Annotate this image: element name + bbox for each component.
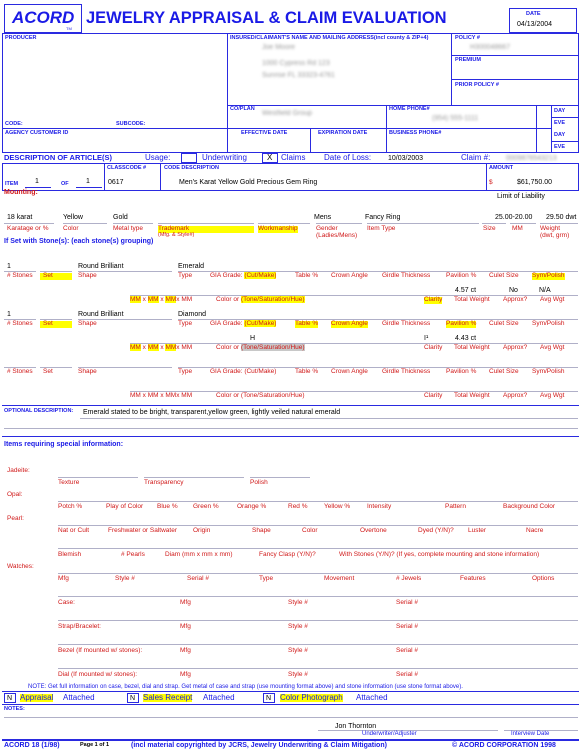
subcode-label: SUBCODE: bbox=[116, 121, 146, 127]
stone1-caption-avg-weight: Avg Wgt bbox=[540, 296, 565, 303]
stone2-caption-gia-grade: GIA Grade: (Cut/Make) bbox=[210, 320, 277, 327]
agency-customer-id-label: AGENCY CUSTOMER ID bbox=[5, 130, 69, 136]
stone3-caption-clarity: Clarity bbox=[424, 392, 443, 399]
opal-caption-orange: Orange % bbox=[237, 503, 267, 510]
appraisal-label: Appraisal bbox=[20, 693, 54, 702]
stone2-caption-set: Set bbox=[40, 321, 72, 328]
caption-ladies-mens: (Ladies/Mens) bbox=[316, 232, 358, 239]
optional-description-text[interactable]: Emerald stated to be bright, transparent,yellow green, lightly veiled natural emerald bbox=[83, 409, 341, 416]
stone1-caption-count: # Stones bbox=[7, 272, 33, 279]
pearl-caption-count: # Pearls bbox=[121, 551, 145, 558]
watch-caption-movement: Movement bbox=[324, 575, 355, 582]
watch-caption-options: Options bbox=[532, 575, 555, 582]
stone1-count[interactable]: 1 bbox=[7, 263, 11, 270]
eve-label-2: EVE bbox=[554, 144, 566, 150]
caption-mm: MM bbox=[512, 225, 523, 232]
home-phone-label: HOME PHONE# bbox=[389, 106, 430, 112]
caption-metal-type: Metal type bbox=[113, 225, 143, 232]
stone2-caption-girdle: Girdle Thickness bbox=[382, 320, 431, 327]
mounting-size[interactable]: 25.00-20.00 bbox=[495, 214, 533, 221]
pearl-caption-origin: Origin bbox=[193, 527, 211, 534]
stone1-caption-girdle: Girdle Thickness bbox=[382, 272, 431, 279]
adjuster-name[interactable]: Jon Thornton bbox=[335, 723, 377, 730]
pearl-caption-nacre: Nacre bbox=[526, 527, 544, 534]
dial-caption-style: Style # bbox=[288, 671, 308, 678]
stone1-type[interactable]: Emerald bbox=[178, 263, 205, 270]
case-caption-mfg: Mfg bbox=[180, 599, 191, 606]
opal-label: Opal: bbox=[7, 491, 23, 498]
caption-karatage: Karatage or % bbox=[7, 225, 49, 232]
pearl-caption-dyed: Dyed (Y/N)? bbox=[418, 527, 454, 534]
caption-weight: Weight bbox=[540, 225, 561, 232]
stone1-caption-set: Set bbox=[40, 273, 72, 280]
sales-receipt-check-value: N bbox=[130, 695, 136, 702]
pearl-caption-nat-or-cult: Nat or Cult bbox=[58, 527, 90, 534]
stone3-caption-shape: Shape bbox=[78, 368, 97, 375]
business-phone-label: BUSINESS PHONE# bbox=[389, 130, 442, 136]
item-label: ITEM bbox=[5, 181, 19, 187]
code-label: CODE: bbox=[5, 121, 23, 127]
caption-color: Color bbox=[63, 225, 79, 232]
acord-copyright: © ACORD CORPORATION 1998 bbox=[452, 742, 556, 749]
caption-gender: Gender bbox=[316, 225, 338, 232]
claims-option: Claims bbox=[281, 153, 306, 162]
opal-caption-green: Green % bbox=[193, 503, 219, 510]
stone1-avg-weight[interactable]: N/A bbox=[539, 287, 551, 294]
stone2-caption-avg-weight: Avg Wgt bbox=[540, 344, 565, 351]
stone3-caption-avg-weight: Avg Wgt bbox=[540, 392, 565, 399]
color-photo-label: Color Photograph bbox=[280, 693, 343, 702]
premium-label: PREMIUM bbox=[455, 57, 481, 63]
stone2-total-weight[interactable]: 4.43 ct bbox=[455, 335, 477, 342]
bezel-caption-mfg: Mfg bbox=[180, 647, 191, 654]
co-plan-value[interactable]: Westfield Group bbox=[262, 110, 313, 117]
stone3-caption-approx: Approx? bbox=[503, 392, 528, 399]
stone1-caption-gia-grade: GIA Grade: (Cut/Make) bbox=[210, 272, 277, 279]
opal-caption-pattern: Pattern bbox=[445, 503, 466, 510]
page-indicator: Page 1 of 1 bbox=[80, 742, 110, 748]
underwriter-adjuster-caption: Underwriter/Adjuster bbox=[362, 731, 417, 737]
stone3-caption-weight: Total Weight bbox=[454, 392, 490, 399]
case-caption-serial: Serial # bbox=[396, 599, 419, 606]
pearl-caption-overtone: Overtone bbox=[360, 527, 387, 534]
watch-caption-jewels: # Jewels bbox=[396, 575, 422, 582]
bezel-label: Bezel (If mounted w/ stones): bbox=[58, 647, 143, 654]
sales-receipt-label: Sales Receipt bbox=[143, 693, 193, 702]
insured-address-line1[interactable]: 1000 Cypress Rd 123 bbox=[262, 60, 330, 67]
watch-caption-serial: Serial # bbox=[187, 575, 210, 582]
stone3-caption-culet: Culet Size bbox=[489, 368, 519, 375]
stone2-caption-type: Type bbox=[178, 320, 193, 327]
stone3-caption-pavilion: Pavilion % bbox=[446, 368, 477, 375]
page-title: JEWELRY APPRAISAL & CLAIM EVALUATION bbox=[86, 9, 447, 27]
pearl-caption-color: Color bbox=[302, 527, 318, 534]
special-items-header: Items requiring special information: bbox=[4, 441, 124, 448]
eve-label-1: EVE bbox=[554, 120, 566, 126]
of-label: OF bbox=[61, 181, 69, 187]
jadeite-caption-polish: Polish bbox=[250, 479, 268, 486]
acord-logo: ACORD bbox=[12, 8, 75, 27]
opal-caption-background-color: Background Color bbox=[503, 503, 556, 510]
watch-note: NOTE: Get full information on case, bezel, dial and strap. Get metal of case and strap (use mounting format above) and stone information (use stone format above). bbox=[28, 684, 463, 690]
opal-caption-blue: Blue % bbox=[157, 503, 178, 510]
opal-caption-yellow: Yellow % bbox=[324, 503, 351, 510]
stone3-caption-type: Type bbox=[178, 368, 193, 375]
stone1-caption-mm: MM x MM x MMx MM bbox=[130, 296, 193, 303]
stone2-caption-table: Table % bbox=[295, 320, 319, 327]
pearl-caption-with-stones: With Stones (Y/N)? (If yes, complete mounting and stone information) bbox=[339, 551, 540, 558]
claim-number-value[interactable]: 0009876543213 bbox=[506, 155, 557, 162]
underwriting-option: Underwriting bbox=[202, 153, 247, 162]
code-description-value[interactable]: Men's Karat Yellow Gold Precious Gem Ring bbox=[179, 179, 318, 186]
insured-name[interactable]: Joe Moore bbox=[262, 44, 296, 51]
claim-number-label: Claim #: bbox=[461, 153, 491, 162]
dial-label: Dial (If mounted w/ stones): bbox=[58, 671, 138, 678]
stone3-caption-color: Color or (Tone/Saturation/Hue) bbox=[216, 392, 305, 399]
stone3-caption-table: Table % bbox=[295, 368, 319, 375]
watches-label: Watches: bbox=[7, 563, 34, 570]
strap-label: Strap/Bracelet: bbox=[58, 623, 101, 630]
stone1-total-weight[interactable]: 4.57 ct bbox=[455, 287, 477, 294]
date-of-loss-label: Date of Loss: bbox=[324, 153, 372, 162]
stone2-shape[interactable]: Round Brilliant bbox=[78, 311, 124, 318]
stone2-caption-weight: Total Weight bbox=[454, 344, 490, 351]
caption-trademark: Trademark bbox=[158, 226, 254, 233]
stone1-caption-culet: Culet Size bbox=[489, 272, 519, 279]
stone3-caption-sym-polish: Sym/Polish bbox=[532, 368, 565, 375]
stone3-caption-count: # Stones bbox=[7, 368, 33, 375]
pearl-label: Pearl: bbox=[7, 515, 24, 522]
stone2-type[interactable]: Diamond bbox=[178, 311, 207, 318]
pearl-caption-water: Freshwater or Saltwater bbox=[108, 527, 177, 534]
date-value[interactable]: 04/13/2004 bbox=[517, 21, 553, 28]
opal-caption-potch: Potch % bbox=[58, 503, 83, 510]
mounting-item-type[interactable]: Fancy Ring bbox=[365, 214, 401, 221]
usage-label: Usage: bbox=[145, 153, 171, 162]
stone2-caption-approx: Approx? bbox=[503, 344, 528, 351]
stone2-caption-clarity: Clarity bbox=[424, 344, 443, 351]
stone2-caption-crown: Crown Angle bbox=[331, 320, 368, 327]
mounting-color[interactable]: Yellow bbox=[63, 214, 83, 221]
classcode-value[interactable]: 0617 bbox=[108, 179, 124, 186]
strap-caption-style: Style # bbox=[288, 623, 308, 630]
trademark: TM bbox=[66, 26, 72, 31]
appraisal-attached-label: Attached bbox=[63, 693, 95, 702]
stone2-caption-pavilion: Pavilion % bbox=[446, 320, 477, 327]
stone2-caption-sym-polish: Sym/Polish bbox=[532, 320, 565, 327]
stone1-caption-approx: Approx? bbox=[503, 296, 528, 303]
stone1-caption-color: Color or (Tone/Saturation/Hue) bbox=[216, 296, 305, 303]
stone2-count[interactable]: 1 bbox=[7, 311, 11, 318]
pearl-caption-blemish: Blemish bbox=[58, 551, 82, 558]
stone2-caption-count: # Stones bbox=[7, 320, 33, 327]
stone2-caption-shape: Shape bbox=[78, 320, 97, 327]
stone2-caption-color: Color or (Tone/Saturation/Hue) bbox=[216, 344, 305, 351]
amount-label: AMOUNT bbox=[489, 165, 514, 171]
mounting-karat[interactable]: 18 karat bbox=[7, 214, 33, 221]
jadeite-label: Jadeite: bbox=[7, 467, 30, 474]
watch-caption-style: Style # bbox=[115, 575, 135, 582]
stone1-caption-weight: Total Weight bbox=[454, 296, 490, 303]
caption-dwt-grm: (dwt, grm) bbox=[540, 232, 570, 239]
pearl-caption-shape: Shape bbox=[252, 527, 271, 534]
producer-label: PRODUCER bbox=[5, 35, 37, 41]
stone3-caption-crown: Crown Angle bbox=[331, 368, 368, 375]
stone1-caption-crown: Crown Angle bbox=[331, 272, 368, 279]
expiration-date-label: EXPIRATION DATE bbox=[318, 130, 368, 136]
day-label-2: DAY bbox=[554, 132, 566, 138]
stone1-shape[interactable]: Round Brilliant bbox=[78, 263, 124, 270]
bezel-caption-serial: Serial # bbox=[396, 647, 419, 654]
case-caption-style: Style # bbox=[288, 599, 308, 606]
stone1-caption-table: Table % bbox=[295, 272, 319, 279]
pearl-caption-diameter: Diam (mm x mm x mm) bbox=[165, 551, 233, 558]
strap-caption-mfg: Mfg bbox=[180, 623, 191, 630]
stone2-clarity[interactable]: I¹ bbox=[424, 335, 429, 342]
stone2-color-grade[interactable]: H bbox=[250, 335, 256, 342]
notes-label: NOTES: bbox=[4, 706, 25, 712]
stone1-approx[interactable]: No bbox=[509, 287, 518, 294]
stone1-caption-sym-polish: Sym/Polish bbox=[532, 272, 565, 279]
mounting-label: Mounting: bbox=[4, 189, 38, 196]
opal-caption-play-of-color: Play of Color bbox=[106, 503, 144, 510]
strap-caption-serial: Serial # bbox=[396, 623, 419, 630]
interview-date-caption: Interview Date bbox=[511, 731, 550, 737]
insured-address-line2[interactable]: Sunrise FL 33323-4761 bbox=[262, 72, 335, 79]
watch-caption-type: Type bbox=[259, 575, 274, 582]
date-of-loss-value[interactable]: 10/03/2003 bbox=[388, 155, 424, 162]
description-of-articles-label: DESCRIPTION OF ARTICLE(S) bbox=[4, 153, 113, 162]
bezel-caption-style: Style # bbox=[288, 647, 308, 654]
opal-caption-intensity: Intensity bbox=[367, 503, 392, 510]
amount-currency-sign: $ bbox=[489, 179, 493, 186]
jadeite-caption-transparency: Transparency bbox=[144, 479, 184, 486]
stone3-caption-gia-grade: GIA Grade: (Cut/Make) bbox=[210, 368, 277, 375]
home-phone-value[interactable]: (954) 555-1111 bbox=[432, 115, 479, 122]
caption-size: Size bbox=[483, 225, 496, 232]
classcode-label: CLASSCODE # bbox=[107, 165, 147, 171]
policy-label: POLICY # bbox=[455, 35, 480, 41]
pearl-caption-luster: Luster bbox=[468, 527, 487, 534]
form-number: ACORD 18 (1/98) bbox=[4, 742, 60, 749]
amount-value[interactable]: $61,750.00 bbox=[517, 179, 553, 186]
prior-policy-label: PRIOR POLICY # bbox=[455, 82, 499, 88]
stone2-caption-culet: Culet Size bbox=[489, 320, 519, 327]
jadeite-caption-texture: Texture bbox=[58, 479, 80, 486]
caption-mfg-style: (Mfg. & Style#) bbox=[158, 232, 195, 238]
day-label-1: DAY bbox=[554, 108, 566, 114]
caption-item-type: Item Type bbox=[367, 225, 396, 232]
appraisal-check-value: N bbox=[7, 695, 13, 702]
claims-check-mark: X bbox=[267, 153, 273, 162]
effective-date-label: EFFECTIVE DATE bbox=[241, 130, 288, 136]
opal-caption-red: Red % bbox=[288, 503, 308, 510]
stone3-caption-girdle: Girdle Thickness bbox=[382, 368, 431, 375]
watch-caption-mfg: Mfg bbox=[58, 575, 69, 582]
stone3-caption-set: Set bbox=[43, 368, 53, 375]
dial-caption-mfg: Mfg bbox=[180, 671, 191, 678]
of-number[interactable]: 1 bbox=[86, 178, 90, 185]
stone3-caption-mm: MM x MM x MMx MM bbox=[130, 392, 193, 399]
caption-workmanship: Workmanship bbox=[258, 225, 298, 232]
underwriting-checkbox[interactable] bbox=[181, 153, 197, 163]
insured-label: INSURED/CLAIMANT'S NAME AND MAILING ADDRESS(incl county & ZIP+4) bbox=[230, 35, 429, 41]
color-photo-attached-label: Attached bbox=[356, 693, 388, 702]
stone1-caption-shape: Shape bbox=[78, 272, 97, 279]
stone2-caption-mm: MM x MM x MMx MM bbox=[130, 344, 193, 351]
watch-caption-features: Features bbox=[460, 575, 486, 582]
item-number[interactable]: 1 bbox=[35, 178, 39, 185]
stone1-caption-pavilion: Pavilion % bbox=[446, 272, 477, 279]
mounting-weight[interactable]: 29.50 dwt bbox=[546, 214, 577, 221]
dial-caption-serial: Serial # bbox=[396, 671, 419, 678]
co-plan-label: CO/PLAN bbox=[230, 106, 255, 112]
code-description-label: CODE DESCRIPTION bbox=[164, 165, 220, 171]
date-label: DATE bbox=[526, 11, 541, 17]
limit-of-liability: Limit of Liability bbox=[497, 193, 545, 200]
color-photo-check-value: N bbox=[266, 695, 272, 702]
mounting-metal[interactable]: Gold bbox=[113, 214, 128, 221]
sales-receipt-attached-label: Attached bbox=[203, 693, 235, 702]
stone1-caption-clarity: Clarity bbox=[424, 296, 443, 303]
stones-section-header: If Set with Stone(s): (each stone(s) grouping) bbox=[4, 238, 154, 245]
producer-insured-block bbox=[2, 33, 579, 153]
policy-value[interactable]: H300048667 bbox=[470, 44, 511, 51]
stone1-caption-type: Type bbox=[178, 272, 193, 279]
pearl-caption-fancy-clasp: Fancy Clasp (Y/N)? bbox=[259, 551, 316, 558]
case-label: Case: bbox=[58, 599, 75, 606]
mounting-gender[interactable]: Mens bbox=[314, 214, 332, 221]
optional-description-label: OPTIONAL DESCRIPTION: bbox=[4, 408, 74, 414]
copyright-note: (incl material copyrighted by JCRS, Jewelry Underwriting & Claim Mitigation) bbox=[131, 742, 387, 749]
